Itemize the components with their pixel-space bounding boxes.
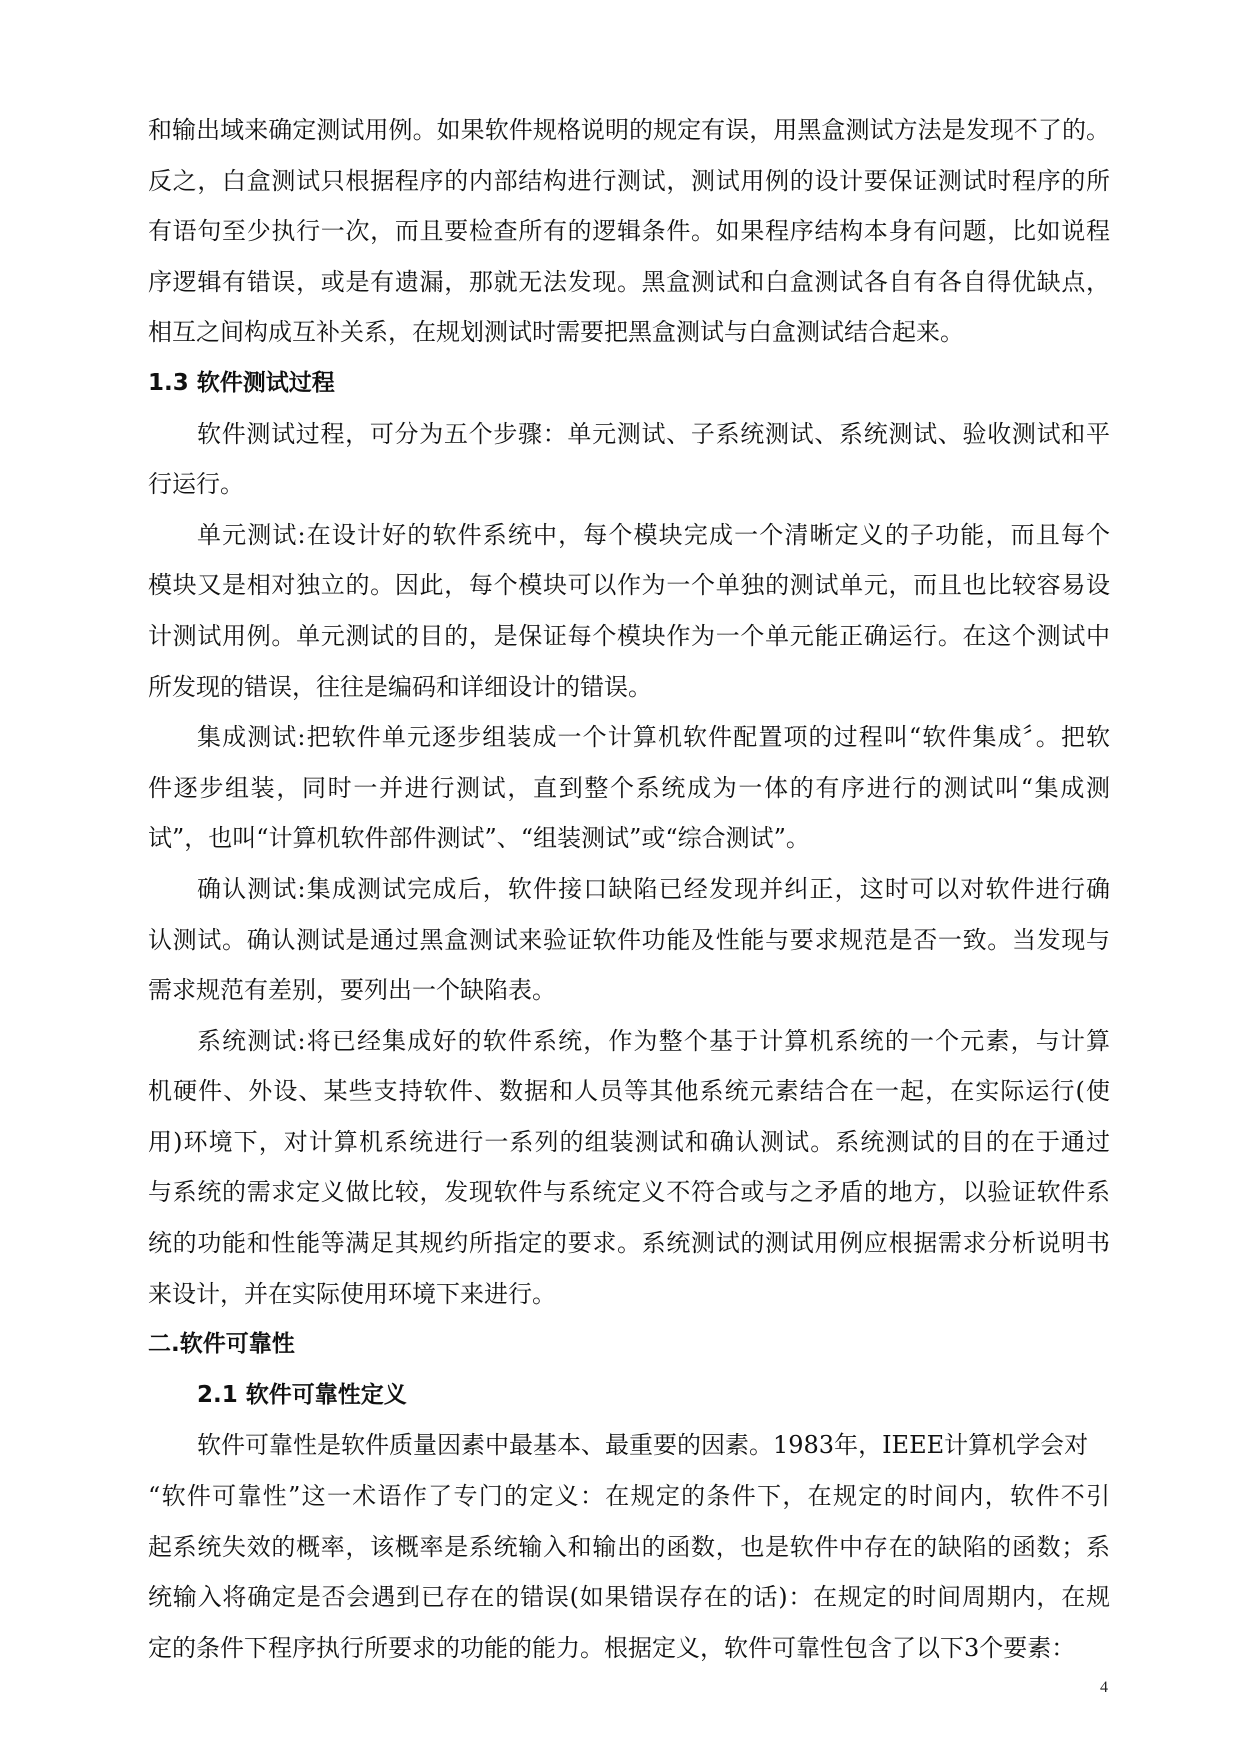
section-heading-1-3: 1.3 软件测试过程 [148,369,335,396]
text-line: 序逻辑有错误，或是有遗漏，那就无法发现。黑盒测试和白盒测试各自有各自得优缺点， [148,267,1110,296]
text-line: 所发现的错误，往往是编码和详细设计的错误。 [148,672,652,701]
text-line: 集成测试:把软件单元逐步组装成一个计算机软件配置项的过程叫“软件集成〞。把软 [197,723,1110,752]
paragraph [148,409,1110,510]
text-line: 行运行。 [148,470,244,499]
text-line: 和输出域来确定测试用例。如果软件规格说明的规定有误，用黑盒测试方法是发现不了的。 [148,116,1110,144]
text-line: 需求规范有差别，要列出一个缺陷表。 [148,976,556,1005]
text-line: 有语句至少执行一次，而且要检查所有的逻辑条件。如果程序结构本身有问题，比如说程 [148,217,1110,246]
paragraph [148,1420,1110,1673]
paragraph [148,510,1110,712]
text-line: 试”，也叫“计算机软件部件测试”、“组装测试”或“综合测试”。 [148,824,810,853]
text-line: 机硬件、外设、某些支持软件、数据和人员等其他系统元素结合在一起，在实际运行(使 [148,1077,1110,1106]
paragraph [148,864,1110,1016]
text-line: 反之，白盒测试只根据程序的内部结构进行测试，测试用例的设计要保证测试时程序的所 [148,166,1110,195]
text-line: 与系统的需求定义做比较，发现软件与系统定义不符合或与之矛盾的地方，以验证软件系 [148,1178,1110,1207]
text-line: 用)环境下，对计算机系统进行一系列的组装测试和确认测试。系统测试的目的在于通过 [148,1127,1110,1156]
text-line: 件逐步组装，同时一并进行测试，直到整个系统成为一体的有序进行的测试叫“集成测 [148,773,1110,802]
text-line: 单元测试:在设计好的软件系统中，每个模块完成一个清晰定义的子功能，而且每个 [197,520,1110,549]
section-heading-2-1: 2.1 软件可靠性定义 [197,1381,407,1408]
text-line: 来设计，并在实际使用环境下来进行。 [148,1279,556,1308]
text-line: 计测试用例。单元测试的目的，是保证每个模块作为一个单元能正确运行。在这个测试中 [148,621,1110,650]
text-line: 模块又是相对独立的。因此，每个模块可以作为一个单独的测试单元，而且也比较容易设 [148,571,1110,600]
text-line: 认测试。确认测试是通过黑盒测试来验证软件功能及性能与要求规范是否一致。当发现与 [148,925,1110,954]
text-line: 统输入将确定是否会遇到已存在的错误(如果错误存在的话)：在规定的时间周期内，在规 [148,1583,1110,1612]
chapter-heading-2: 二.软件可靠性 [148,1331,295,1358]
text-line: 定的条件下程序执行所要求的功能的能力。根据定义，软件可靠性包含了以下3个要素： [148,1633,1076,1662]
page-number: 4 [1100,1679,1108,1696]
continued-paragraph [148,105,1110,358]
paragraph [148,1016,1110,1320]
text-line: 统的功能和性能等满足其规约所指定的要求。系统测试的测试用例应根据需求分析说明书 [148,1229,1110,1258]
text-line: 软件测试过程，可分为五个步骤：单元测试、子系统测试、系统测试、验收测试和平 [197,419,1110,448]
text-line: 起系统失效的概率，该概率是系统输入和输出的函数，也是软件中存在的缺陷的函数；系 [148,1532,1110,1561]
text-line: 软件可靠性是软件质量因素中最基本、最重要的因素。1983年，IEEE计算机学会对 [197,1431,1089,1460]
paragraph [148,712,1110,864]
text-line: 系统测试:将已经集成好的软件系统，作为整个基于计算机系统的一个元素，与计算 [197,1026,1110,1055]
document-body [148,105,1110,1673]
text-line: “软件可靠性”这一术语作了专门的定义：在规定的条件下，在规定的时间内，软件不引 [148,1482,1110,1511]
text-line: 相互之间构成互补关系，在规划测试时需要把黑盒测试与白盒测试结合起来。 [148,318,964,347]
text-line: 确认测试:集成测试完成后，软件接口缺陷已经发现并纠正，这时可以对软件进行确 [197,874,1110,903]
